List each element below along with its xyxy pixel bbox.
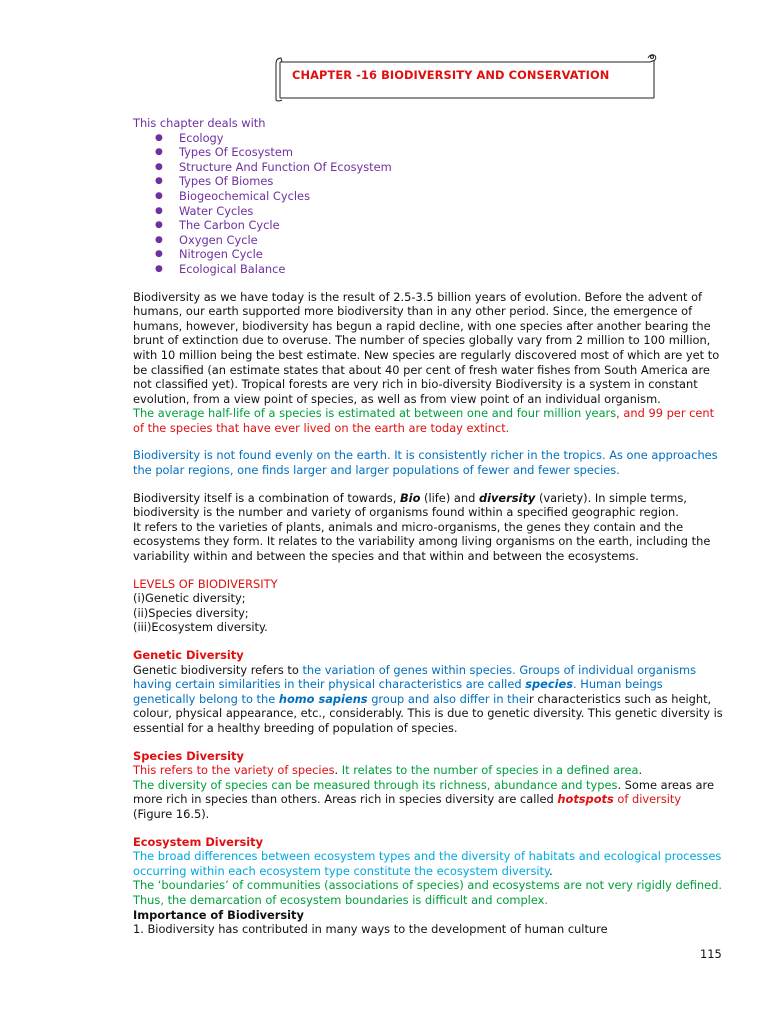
list-item: ● Nitrogen Cycle [155, 247, 263, 262]
paragraph-ecosystem: The broad differences between ecosystem types and the diversity of habitats and ecological processes occurring within each ecosystem type constitute the ecosystem diversity. [133, 849, 722, 878]
importance-heading: Importance of Biodiversity [133, 907, 304, 922]
page-number: 115 [700, 947, 722, 961]
bullet-icon: ● [155, 220, 163, 231]
list-item: ● Oxygen Cycle [155, 232, 258, 247]
genetic-heading: Genetic Diversity [133, 648, 244, 662]
bullet-icon: ● [155, 190, 163, 201]
paragraph-boundaries: The ‘boundaries’ of communities (associations of species) and ecosystems are not very rigidly defined. Thus, the demarcation of ecosystem boundaries is difficult and complex. [133, 878, 723, 907]
list-item: ● Ecological Balance [155, 261, 286, 276]
bullet-icon: ● [155, 249, 163, 260]
levels-heading: LEVELS OF BIODIVERSITY [133, 576, 278, 591]
level-item: (iii)Ecosystem diversity. [133, 620, 268, 635]
bullet-icon: ● [155, 161, 163, 172]
bullet-icon: ● [155, 263, 163, 274]
paragraph-half-life: The average half-life of a species is estimated at between one and four million years, and 99 per cent of the species that have ever lived on the earth are today extinct. [133, 406, 715, 435]
list-item: ● The Carbon Cycle [155, 218, 280, 233]
bullet-icon: ● [155, 234, 163, 245]
chapter-title: CHAPTER -16 BIODIVERSITY AND CONSERVATION [292, 68, 610, 82]
bullet-icon: ● [155, 205, 163, 216]
paragraph-species-measure: The diversity of species can be measured through its richness, abundance and types. Some areas are more rich in species than others. Areas rich in species diversity are called hotspots of diversity (Figure 16.5). [133, 777, 714, 821]
list-item: ● Structure And Function Of Ecosystem [155, 159, 392, 174]
paragraph-definition: Biodiversity itself is a combination of towards, Bio (life) and diversity (variety). In simple terms, biodiversity is the number and variety of organisms found within a specified geographic region. [133, 490, 687, 520]
paragraph-evolution: Biodiversity as we have today is the result of 2.5-3.5 billion years of evolution. Before the advent of humans, our earth supported more biodiversity than in any other period. Since, the emergence of humans, however, biodiversity has begun a rapid decline, with one species after another bearing the brunt of extinction due to overuse. The number of species globally vary from 2 million to 100 million, with 10 million being the best estimate. New species are regularly discovered most of which are yet to be classified (an estimate states that about 40 per cent of fresh water fishes from South America are not classified yet). Tropical forests are very rich in bio-diversity Biodiversity is a system in constant evolution, from a view point of species, as well as from view point of an individual organism. [133, 289, 720, 406]
list-item: ● Ecology [155, 130, 224, 145]
list-item: ● Types Of Ecosystem [155, 145, 293, 160]
list-item: ● Water Cycles [155, 203, 254, 218]
bullet-icon: ● [155, 132, 163, 143]
paragraph-varieties: It refers to the varieties of plants, animals and micro-organisms, the genes they contain and the ecosystems they form. It relates to the variability among living organisms on the earth, including the variability within and between the species and that within and between the ecosystems. [133, 519, 711, 564]
chapter-banner [272, 52, 658, 102]
list-item: ● Biogeochemical Cycles [155, 188, 310, 203]
ecosystem-heading: Ecosystem Diversity [133, 834, 264, 849]
paragraph-species-def: This refers to the variety of species. It relates to the number of species in a defined area. [133, 763, 643, 778]
topic-list [133, 131, 723, 277]
paragraph-distribution: Biodiversity is not found evenly on the earth. It is consistently richer in the tropics. As one approaches the polar regions, one finds larger and larger populations of fewer and fewer species. [133, 448, 718, 478]
importance-item: 1. Biodiversity has contributed in many ways to the development of human culture [133, 922, 608, 937]
species-heading: Species Diversity [133, 748, 244, 763]
main-content [133, 116, 723, 937]
list-item: ● Types Of Biomes [155, 174, 274, 189]
level-item: (i)Genetic diversity; [133, 591, 246, 606]
level-item: (ii)Species diversity; [133, 605, 249, 620]
intro-heading: This chapter deals with [133, 116, 266, 130]
paragraph-genetic: Genetic biodiversity refers to the variation of genes within species. Groups of individual organisms having certain similarities in their physical characteristics are called species. Human beings genetically belong to the homo sapiens group and also differ in their characteristics such as height, colour, physical appearance, etc., considerably. This is due to genetic diversity. This genetic diversity is essential for a healthy breeding of population of species. [133, 662, 723, 735]
bullet-icon: ● [155, 176, 163, 187]
bullet-icon: ● [155, 147, 163, 158]
